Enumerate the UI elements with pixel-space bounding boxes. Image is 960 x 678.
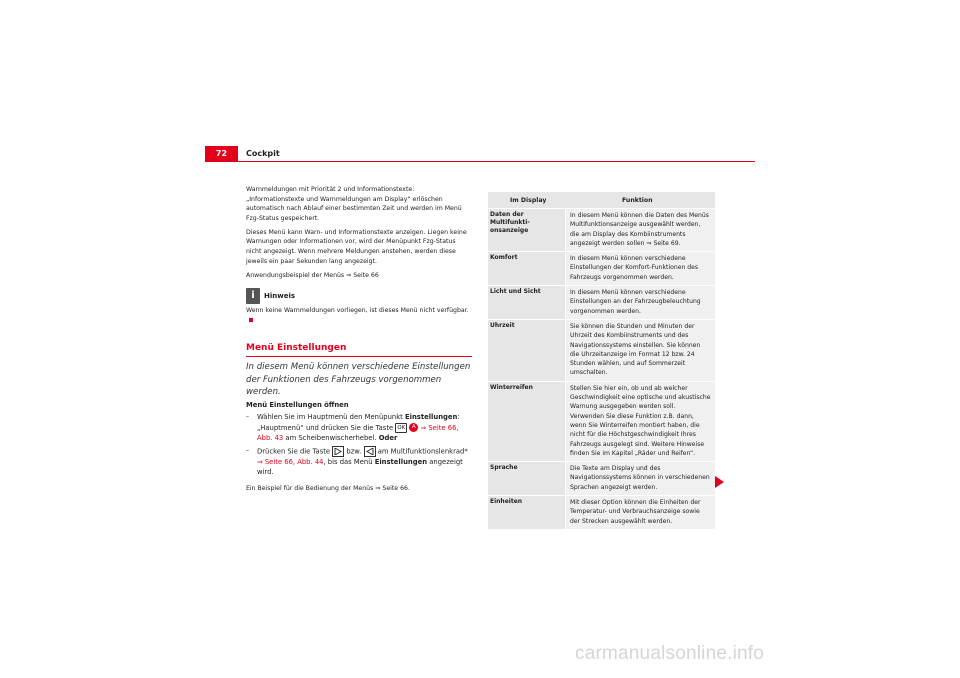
table-row: [488, 381, 715, 461]
dash-bullet: –: [246, 446, 250, 454]
page-reference[interactable]: ⇒ Seite 66, Abb. 43: [257, 423, 459, 443]
subheading: Menü Einstellungen öffnen: [246, 400, 349, 409]
page-number: 72: [205, 146, 238, 162]
step-2-part: bzw.: [344, 447, 364, 456]
header-rule: [205, 161, 755, 162]
section-title: Menü Einstellungen: [246, 344, 472, 358]
step-1-part: : „Hauptmenü“ und drücken Sie die Taste: [257, 413, 460, 432]
table-row: [488, 208, 715, 251]
row-label: Licht und Sicht: [488, 286, 565, 319]
step-1-part: am Scheibenwischerhebel.: [283, 434, 379, 443]
table-row: [488, 251, 715, 285]
row-description: Sie können die Stunden und Minuten der Uhrzeit des Kombiinstruments und des Navigationssystems einstellen. Sie können die Uhrzeitanzeige im Format 12 bzw. 24 Stunden wählen, und auf Sommerzeit umschalten.: [565, 320, 715, 381]
step-1-text: [257, 412, 472, 444]
watermark: carmanualsonline.info: [575, 643, 765, 664]
row-description: In diesem Menü können verschiedene Einstellungen der Komfort-Funktionen des Fahrzeugs vorgenommen werden.: [565, 252, 715, 285]
hinweis-text-content: Wenn keine Warnmeldungen vorliegen, ist dieses Menü nicht verfügbar.: [246, 307, 469, 315]
table-header: [488, 192, 715, 208]
step-1-part: Wählen Sie im Hauptmenü den Menüpunkt: [257, 413, 405, 422]
note-icon: i: [246, 288, 260, 304]
step-2-part: Drücken Sie die Taste: [257, 447, 333, 456]
oder-label: Oder: [378, 434, 398, 443]
row-description: Mit dieser Option können die Einheiten der Temperatur- und Verbrauchsanzeige sowie der Strecken ausgewählt werden.: [565, 496, 715, 529]
row-label: Sprache: [488, 462, 565, 495]
next-key-icon: [332, 446, 344, 457]
step-2-part: am Multifunktionslenkrad*: [375, 447, 468, 456]
table-row: [488, 495, 715, 529]
row-label: Einheiten: [488, 496, 565, 529]
table-row: [488, 319, 715, 381]
step-2-part: , bis das Menü: [323, 457, 375, 466]
dash-bullet: –: [246, 413, 250, 421]
callout-a-icon: A: [409, 423, 418, 432]
row-description: In diesem Menü können verschiedene Einstellungen an der Fahrzeugbeleuchtung vorgenommen werden.: [565, 286, 715, 319]
table-row: [488, 461, 715, 495]
step-1-bold: Einstellungen: [404, 413, 458, 422]
paragraph-3: Anwendungsbeispiel der Menüs ⇒ Seite 66: [246, 271, 379, 279]
column-header-display: Im Display: [510, 196, 547, 204]
hinweis-text: [246, 306, 472, 325]
section-intro: In diesem Menü können verschiedene Einstellungen der Funktionen des Fahrzeugs vorgenommen werden.: [246, 362, 471, 398]
chapter-title: Cockpit: [246, 149, 280, 158]
row-label: Komfort: [488, 252, 565, 285]
step-2-text: [257, 446, 472, 478]
step-2-bold: Einstellungen: [374, 457, 428, 466]
step-1: [246, 412, 472, 444]
row-label: Uhrzeit: [488, 320, 565, 381]
paragraph-2: Dieses Menü kann Warn- und Informationstexte anzeigen. Liegen keine Warnungen oder Informationen vor, wird der Menüpunkt Fzg-Status nicht angezeigt. Wenn mehrere Meldungen anstehen, werden diese jeweils ein paar Sekunden lang angezeigt.: [246, 228, 467, 265]
row-label: Daten der Multifunktionsanzeige: [488, 209, 565, 251]
row-description: Die Texte am Display und des Navigationssystems können in verschiedenen Sprachen angezeigt werden.: [565, 462, 715, 495]
row-description: In diesem Menü können die Daten des Menüs Multifunktionsanzeige ausgewählt werden, die am Display des Kombiinstruments angezeigt werden sollen ⇒ Seite 69.: [565, 209, 715, 251]
hinweis-title: Hinweis: [264, 291, 296, 300]
end-marker-icon: [249, 318, 253, 322]
column-header-function: Funktion: [622, 196, 653, 204]
step-2: [246, 446, 472, 478]
example-reference: Ein Beispiel für die Bedienung der Menüs ⇒ Seite 66.: [246, 484, 410, 492]
row-description: Stellen Sie hier ein, ob und ab welcher Geschwindigkeit eine optische und akustische Warnung ausgegeben werden soll. Verwenden Sie diese Funktion z.B. dann, wenn Sie Winterreifen montiert haben, die nicht für die Höchstgeschwindigkeit Ihres Fahrzeugs ausgelegt sind. Weitere Hinweise finden Sie im Kapitel „Räder und Reifen“.: [565, 382, 715, 461]
left-column: [246, 185, 472, 493]
paragraph-1: Warnmeldungen mit Priorität 2 und Informationstexte: „Informationstexte und Warnmeldungen am Display“ erlöschen automatisch nach Ablauf einer bestimmten Zeit und werden im Menü Fzg-Status gespeichert.: [246, 186, 462, 222]
hinweis-block: [246, 286, 472, 306]
ok-key-icon: OK: [397, 424, 406, 431]
back-key-icon: [364, 446, 376, 457]
step-2-part: angezeigt wird.: [257, 457, 463, 477]
settings-table: [488, 192, 715, 529]
page-reference[interactable]: ⇒ Seite 66, Abb. 44: [257, 457, 324, 466]
row-label: Winterreifen: [488, 382, 565, 461]
table-row: [488, 285, 715, 319]
continue-arrow-icon: [715, 476, 724, 488]
